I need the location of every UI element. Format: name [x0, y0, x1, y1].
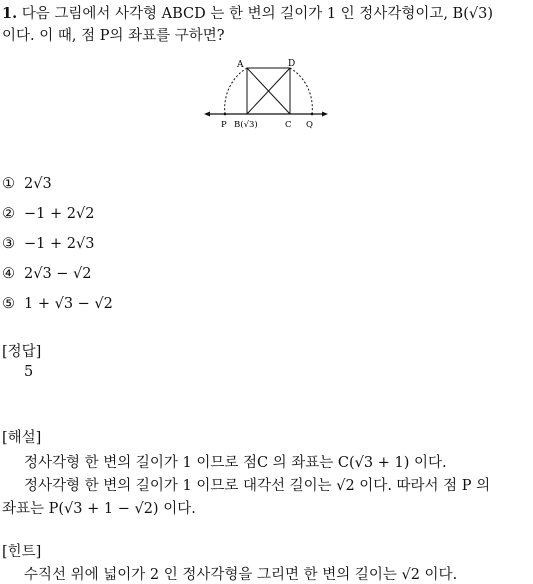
- arc-left: [225, 68, 247, 114]
- option-text: 2√3 − √2: [24, 266, 92, 282]
- hint-line-1: 수직선 위에 넓이가 2 인 정사각형을 그리면 한 변의 길이는 √2 이다.: [24, 567, 458, 583]
- answer-heading: [정답]: [2, 344, 42, 360]
- number-line-figure: [200, 55, 335, 135]
- option-3[interactable]: [2, 236, 94, 252]
- option-mark: ③: [2, 236, 15, 252]
- label-d: D: [288, 59, 296, 69]
- question-line-1: [2, 2, 493, 23]
- question-number: 1.: [2, 5, 18, 22]
- option-mark: ②: [2, 206, 15, 222]
- option-2[interactable]: [2, 206, 94, 222]
- option-1[interactable]: [2, 176, 52, 192]
- explanation-heading: [해설]: [2, 430, 42, 446]
- left-arrow-icon: [204, 112, 210, 117]
- option-text: 1 + √3 − √2: [24, 296, 113, 312]
- point-q: [311, 113, 314, 116]
- option-text: −1 + 2√2: [24, 206, 95, 222]
- explanation-line-2: 정사각형 한 변의 길이가 1 이므로 대각선 길이는 √2 이다. 따라서 점 P 의: [24, 478, 491, 494]
- hint-heading: [힌트]: [2, 544, 42, 560]
- question-text-1: 다음 그림에서 사각형 ABCD 는 한 변의 길이가 1 인 정사각형이고, B(√3): [21, 6, 493, 22]
- option-text: 2√3: [24, 176, 52, 192]
- option-mark: ①: [2, 176, 15, 192]
- option-text: −1 + 2√3: [24, 236, 95, 252]
- question-line-2: 이다. 이 때, 점 P의 좌표를 구하면?: [2, 28, 225, 44]
- label-b: B(√3): [234, 120, 258, 130]
- point-p: [224, 113, 227, 116]
- option-5[interactable]: [2, 296, 113, 312]
- label-c: C: [285, 120, 292, 130]
- answer-value: 5: [24, 364, 34, 380]
- arc-right: [290, 68, 312, 114]
- label-p: P: [221, 120, 227, 130]
- label-a: A: [237, 60, 244, 70]
- option-4[interactable]: [2, 266, 92, 282]
- explanation-line-3: 좌표는 P(√3 + 1 − √2) 이다.: [2, 501, 196, 517]
- label-q: Q: [306, 120, 313, 130]
- option-mark: ⑤: [2, 296, 15, 312]
- explanation-line-1: 정사각형 한 변의 길이가 1 이므로 점C 의 좌표는 C(√3 + 1) 이다.: [24, 455, 447, 471]
- option-mark: ④: [2, 266, 15, 282]
- right-arrow-icon: [322, 112, 328, 117]
